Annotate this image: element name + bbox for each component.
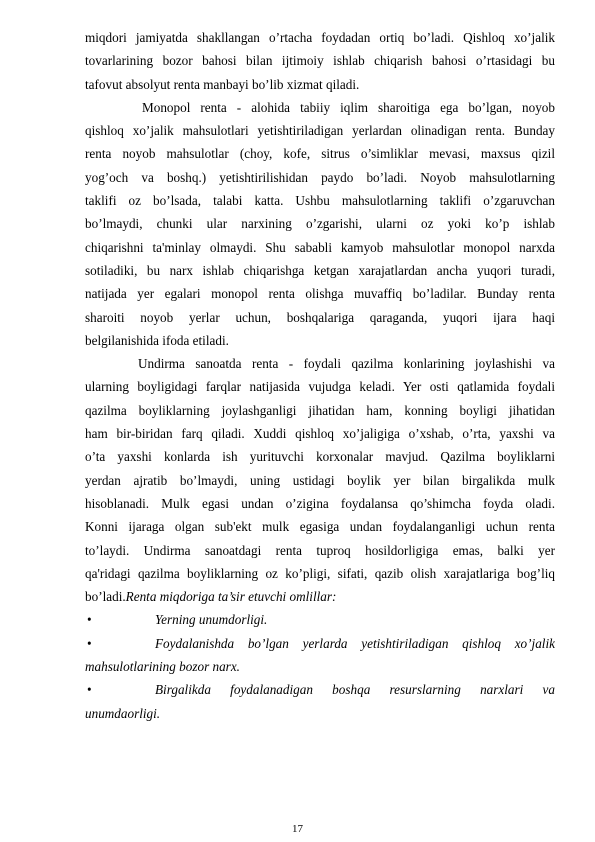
text-line: bo’lmaydi, chunki ular narxining o’zgarishi, ularni oz yoki ko’p ishlab	[85, 216, 555, 232]
page-number: 17	[292, 823, 303, 835]
text-line: qazilma boyliklarning joylashganligi jihatidan ham, konning boyligi jihatidan	[85, 402, 555, 418]
list-item-text: Foydalanishda bo’lgan yerlarda yetishtiriladigan qishloq xo’jalik	[155, 635, 555, 651]
text-line: o’ta yaxshi konlarda ish yurituvchi korxonalar mavjud. Qazilma boyliklarni	[85, 449, 555, 465]
text-line: taklifi oz bo’lsada, talabi katta. Ushbu mahsulotlarning taklifi o’zgaruvchan	[85, 193, 555, 209]
text-line: yog’och va boshq.) yetishtirilishidan paydo bo’ladi. Noyob mahsulotlarning	[85, 169, 555, 185]
list-item	[85, 678, 555, 701]
text-line: to’laydi. Undirma sanoatdagi renta tuproq hosildorligiga emas, balki yer	[85, 542, 555, 558]
text-line: tovarlarining bozor bahosi bilan ijtimoiy ishlab chiqarish bahosi o’rtasidagi bu	[85, 53, 555, 69]
text-line: ularning boyligidagi farqlar natijasida vujudga keladi. Yer osti qatlamida foydali	[85, 379, 555, 395]
text-line: Monopol renta - alohida tabiiy iqlim sharoitiga ega bo’lgan, noyob	[142, 99, 555, 115]
paragraph-absolute-rent-end	[85, 26, 555, 96]
text-line: chiqarishni ta'minlay olmaydi. Shu sababli kamyob mahsulotlar monopol narxda	[85, 239, 555, 255]
lead-in-italic: Renta miqdoriga ta’sir etuvchi omlillar:	[125, 589, 337, 605]
paragraph-monopoly-rent	[85, 96, 555, 352]
document-page	[85, 26, 555, 725]
list-item-continuation: unumdaorligi.	[85, 705, 161, 721]
text-line: sotiladiki, bu narx ishlab chiqarishga ketgan xarajatlardan ancha yuqori turadi,	[85, 262, 555, 278]
list-item	[85, 632, 555, 655]
text-line: sharoiti noyob yerlar uchun, boshqalariga qaraganda, yuqori ijara haqi	[85, 309, 555, 325]
text-line: natijada yer egalari monopol renta olishga muvaffiq bo’ladilar. Bunday renta	[85, 286, 555, 302]
text-line: miqdori jamiyatda shakllangan o’rtacha foydadan ortiq bo’ladi. Qishloq xo’jalik	[85, 30, 555, 45]
text-line: qishloq xo’jalik mahsulotlari yetishtiriladigan yerlardan olinadigan renta. Bunday	[85, 123, 555, 139]
bullet-icon: •	[87, 612, 92, 628]
paragraph-mining-rent	[85, 352, 555, 608]
bullet-icon: •	[87, 682, 92, 698]
list-item-text: Birgalikda foydalanadigan boshqa resurslarning narxlari va	[155, 682, 555, 698]
text-line: Undirma sanoatda renta - foydali qazilma konlarining joylashishi va	[138, 356, 555, 372]
list-item	[85, 608, 555, 631]
text-line: Konni ijaraga olgan sub'ekt mulk egasiga undan foydalanganligi uchun renta	[85, 519, 555, 535]
text-line: qa'ridagi qazilma boyliklarning oz ko’pligi, sifati, qazib olish xarajatlariga bog’liq	[85, 565, 555, 581]
text-line: yerdan ajratib bo’lmaydi, uning ustidagi boylik yer bilan birgalikda mulk	[85, 472, 555, 488]
list-item-continuation: mahsulotlarining bozor narx.	[85, 659, 240, 675]
text-line: tafovut absolyut renta manbayi bo’lib xizmat qiladi.	[85, 76, 360, 92]
lead-in-plain: bo’ladi.	[85, 589, 126, 605]
text-line	[85, 585, 555, 608]
text-line: ham bir-biridan farq qiladi. Xuddi qishloq xo’jaligiga o’xshab, o’rta, yaxshi va	[85, 426, 555, 442]
bullet-icon: •	[87, 635, 92, 651]
text-line: hisoblanadi. Mulk egasi undan o’zigina foydalansa qo’shimcha foyda oladi.	[85, 495, 555, 511]
factor-list	[85, 608, 555, 724]
text-line: renta noyob mahsulotlar (choy, kofe, sitrus o’simliklar mevasi, maxsus qizil	[85, 146, 555, 162]
list-item-text: Yerning unumdorligi.	[155, 612, 268, 628]
text-line: belgilanishida ifoda etiladi.	[85, 332, 229, 348]
